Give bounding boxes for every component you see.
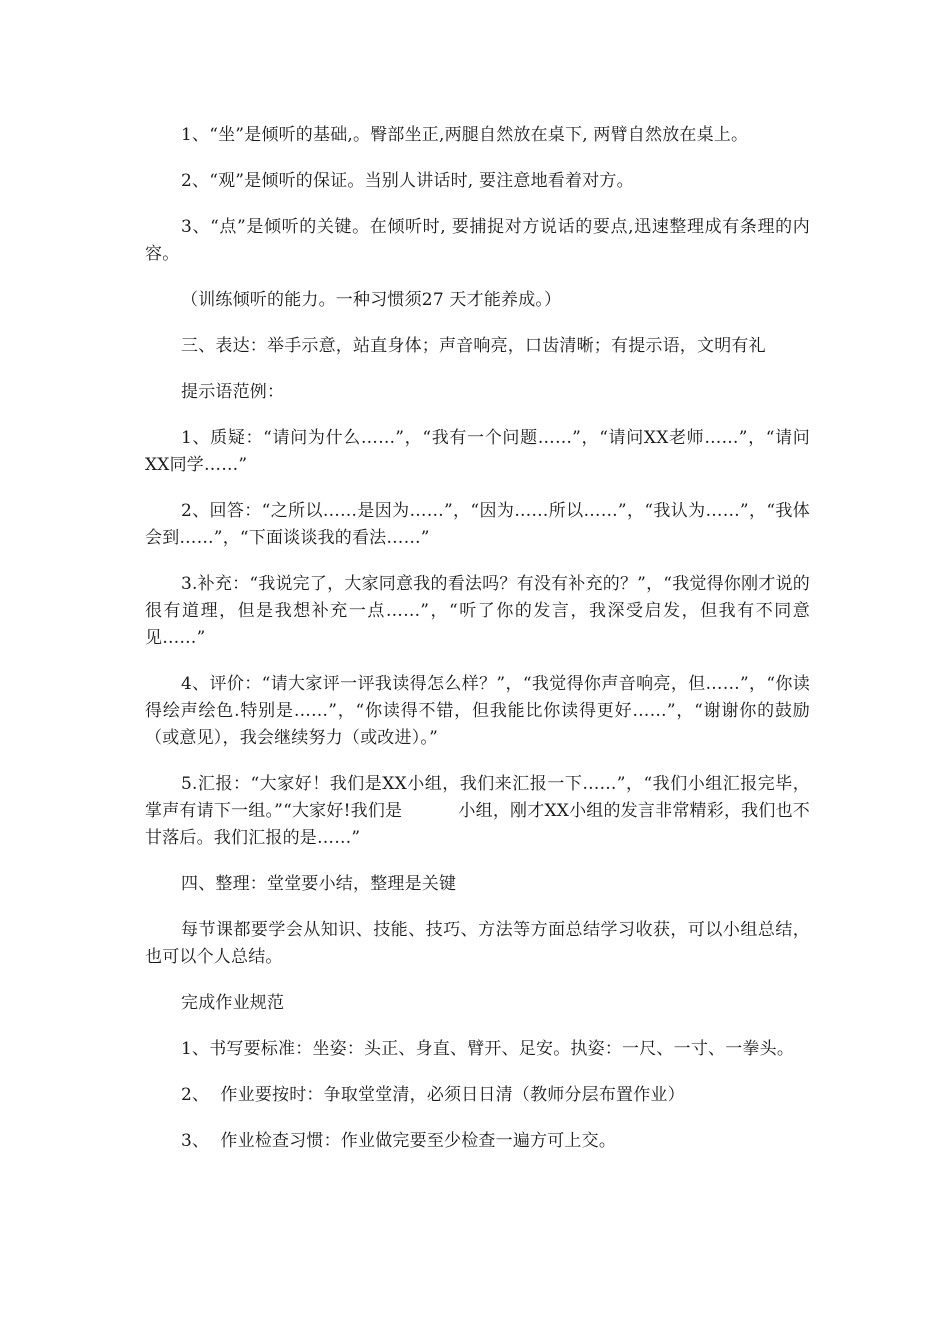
- paragraph-report: 5.汇报：“大家好！我们是XX小组，我们来汇报一下……”，“我们小组汇报完毕，掌声有请下一组。”“大家好!我们是 小组，刚才XX小组的发言非常精彩，我们也不甘落后。我们汇报的是……”: [145, 774, 810, 848]
- paragraph-supplement: 3.补充：“我说完了，大家同意我的看法吗？有没有补充的？”，“我觉得你刚才说的很有道理，但是我想补充一点……”，“听了你的发言，我深受启发，但我有不同意见……”: [145, 574, 810, 648]
- paragraph-habit-note: （训练倾听的能力。一种习惯须27 天才能养成。）: [181, 290, 562, 310]
- paragraph-summary: 每节课都要学会从知识、技能、技巧、方法等方面总结学习收获，可以小组总结，也可以个人总结。: [145, 920, 810, 967]
- paragraph-homework-check: 3、 作业检查习惯：作业做完要至少检查一遍方可上交。: [181, 1131, 617, 1151]
- paragraph-question: 1、质疑：“请问为什么……”，“我有一个问题……”，“请问XX老师……”，“请问XX同学……”: [145, 428, 810, 475]
- section-heading-express: 三、表达：举手示意，站直身体；声音响亮，口齿清晰；有提示语，文明有礼: [181, 336, 766, 356]
- section-heading-homework: 完成作业规范: [181, 993, 285, 1013]
- paragraph-evaluate: 4、评价：“请大家评一评我读得怎么样？”，“我觉得你声音响亮，但……”，“你读得绘声绘色.特别是……”，“你读得不错，但我能比你读得更好……”，“谢谢你的鼓励（或意见），我会继续努力（或改进）。”: [145, 674, 810, 748]
- paragraph-homework-timely: 2、 作业要按时：争取堂堂清，必须日日清（教师分层布置作业）: [181, 1085, 685, 1105]
- paragraph-answer: 2、回答：“之所以……是因为……”，“因为……所以……”，“我认为……”，“我体会到……”，“下面谈谈我的看法……”: [145, 501, 810, 548]
- paragraph-point: 3、“点”是倾听的关键。在倾听时, 要捕捉对方说话的要点,迅速整理成有条理的内容。: [145, 217, 810, 264]
- paragraph-observe: 2、“观”是倾听的保证。当别人讲话时, 要注意地看着对方。: [181, 171, 634, 191]
- section-heading-organize: 四、整理：堂堂要小结，整理是关键: [181, 874, 457, 894]
- paragraph-prompt-examples: 提示语范例：: [181, 382, 285, 402]
- paragraph-writing-standard: 1、书写要标准：坐姿：头正、身直、臂开、足安。执姿：一尺、一寸、一拳头。: [181, 1039, 795, 1059]
- document-body: [145, 122, 810, 1174]
- paragraph-sit: 1、“坐”是倾听的基础,。臀部坐正,两腿自然放在桌下, 两臂自然放在桌上。: [181, 125, 749, 145]
